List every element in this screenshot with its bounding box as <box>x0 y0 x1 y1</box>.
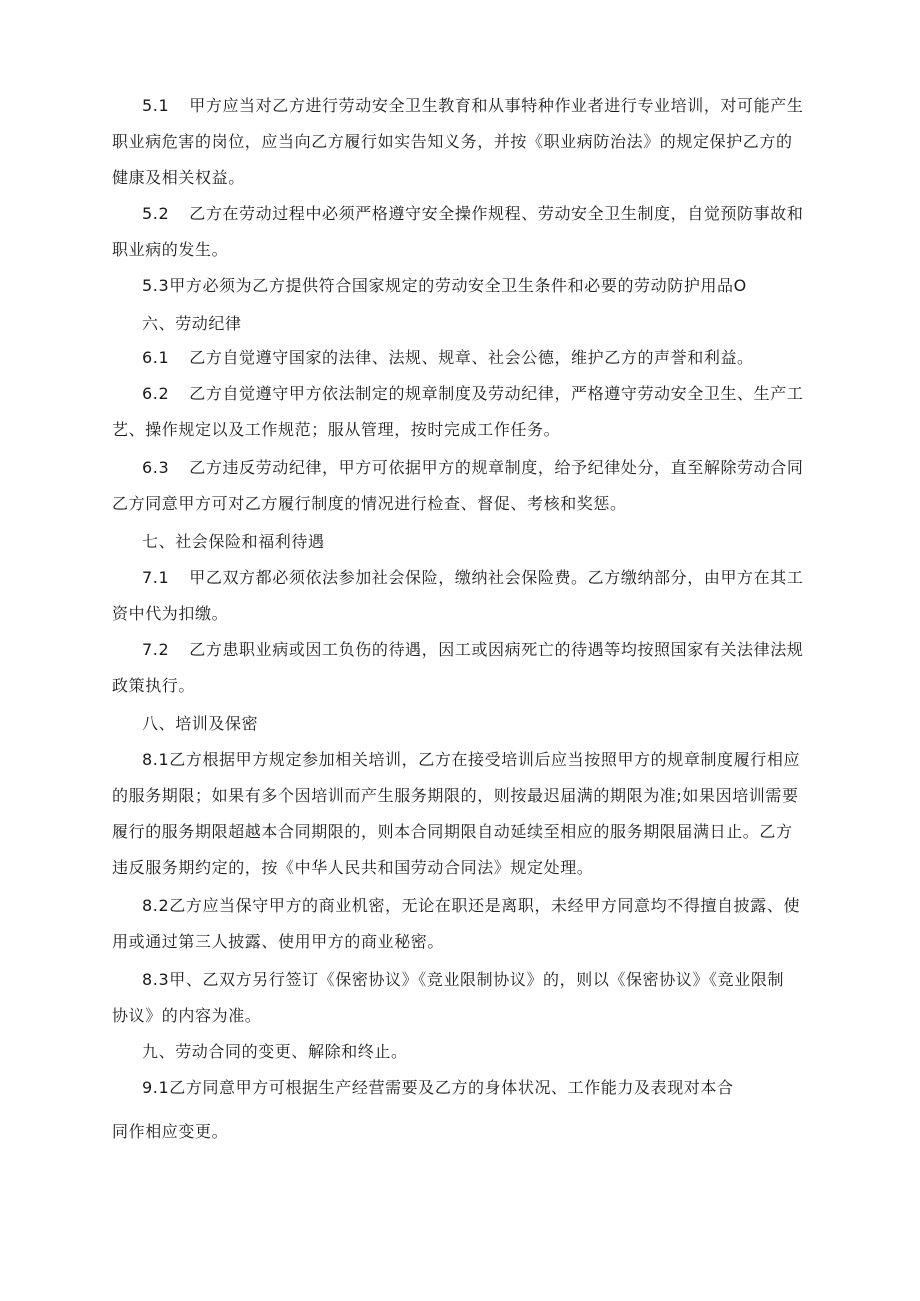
clause-number: 5.2 <box>142 204 170 223</box>
text-line <box>112 124 812 160</box>
clause-number: 6.1 <box>142 348 170 367</box>
text-line <box>112 196 812 232</box>
line-text: 同作相应变更。 <box>112 1122 229 1141</box>
line-text: 资中代为扣缴。 <box>112 604 229 623</box>
clause-number: 6.2 <box>142 384 170 403</box>
text-line <box>112 850 812 886</box>
clause-p9-1 <box>112 1070 812 1150</box>
clause-p5-1 <box>112 88 812 196</box>
clause-p8-2 <box>112 888 812 960</box>
clause-p8-1 <box>112 742 812 886</box>
text-line <box>112 888 812 924</box>
line-text: 九、劳动合同的变更、解除和终止。 <box>142 1042 408 1061</box>
section-heading-h6 <box>112 306 812 342</box>
line-text: 协议》的内容为准。 <box>112 1006 262 1025</box>
line-text: 职业病的发生。 <box>112 240 229 259</box>
line-text: 乙方应当保守甲方的商业机密，无论在职还是离职，未经甲方同意均不得擅自披露、使 <box>169 896 801 915</box>
text-line <box>112 232 812 268</box>
section-heading-h8 <box>112 706 812 742</box>
text-line <box>112 962 812 998</box>
clause-number: 9.1 <box>142 1078 170 1097</box>
clause-number: 8.1 <box>142 750 170 769</box>
line-text: 甲方应当对乙方进行劳动安全卫生教育和从事特种作业者进行专业培训，对可能产生 <box>189 96 804 115</box>
line-text: 政策执行。 <box>112 676 196 695</box>
text-line <box>112 450 812 486</box>
line-text: 七、社会保险和福利待遇 <box>142 532 325 551</box>
section-heading-h9 <box>112 1034 812 1070</box>
clause-number: 7.1 <box>142 568 170 587</box>
line-text: 乙方在劳动过程中必须严格遵守安全操作规程、劳动安全卫生制度，自觉预防事故和 <box>189 204 804 223</box>
text-line <box>112 742 812 778</box>
clause-p5-3 <box>112 268 812 304</box>
clause-p6-1 <box>112 340 812 376</box>
text-line <box>112 376 812 412</box>
line-text: 乙方患职业病或因工负伤的待遇，因工或因病死亡的待遇等均按照国家有关法律法规 <box>189 640 804 659</box>
clause-p7-1 <box>112 560 812 632</box>
text-line <box>112 668 812 704</box>
text-line <box>112 778 812 814</box>
text-line <box>112 596 812 632</box>
text-line <box>112 412 812 448</box>
line-text: 乙方自觉遵守国家的法律、法规、规章、社会公德，维护乙方的声誉和利益。 <box>189 348 754 367</box>
line-text: 用或通过第三人披露、使用甲方的商业秘密。 <box>112 932 445 951</box>
clause-number: 5.1 <box>142 96 170 115</box>
line-text: 六、劳动纪律 <box>142 314 242 333</box>
text-line <box>112 486 812 522</box>
clause-p8-3 <box>112 962 812 1034</box>
line-text: 乙方根据甲方规定参加相关培训，乙方在接受培训后应当按照甲方的规章制度履行相应 <box>169 750 801 769</box>
text-line <box>112 1034 812 1070</box>
clause-p6-3 <box>112 450 812 522</box>
section-heading-h7 <box>112 524 812 560</box>
clause-p7-2 <box>112 632 812 704</box>
clause-number: 8.3 <box>142 970 170 989</box>
line-text: 职业病危害的岗位，应当向乙方履行如实告知义务，并按《职业病防治法》的规定保护乙方的 <box>112 132 793 151</box>
line-text: 违反服务期约定的，按《中华人民共和国劳动合同法》规定处理。 <box>112 858 594 877</box>
text-line <box>112 814 812 850</box>
clause-p5-2 <box>112 196 812 268</box>
line-text: 的服务期限；如果有多个因培训而产生服务期限的，则按最迟届满的期限为准;如果因培训需要 <box>112 786 799 805</box>
clause-number: 7.2 <box>142 640 170 659</box>
clause-number: 8.2 <box>142 896 170 915</box>
text-line <box>112 306 812 342</box>
text-line <box>112 524 812 560</box>
line-text: 履行的服务期限超越本合同期限的，则本合同期限自动延续至相应的服务期限届满日止。乙方 <box>112 822 793 841</box>
clause-p6-2 <box>112 376 812 448</box>
line-text: 甲、乙双方另行签订《保密协议》《竞业限制协议》的，则以《保密协议》《竞业限制 <box>169 970 785 989</box>
text-line <box>112 268 812 304</box>
text-line <box>112 632 812 668</box>
text-line <box>112 998 812 1034</box>
line-text: 乙方违反劳动纪律，甲方可依据甲方的规章制度，给予纪律处分，直至解除劳动合同 <box>189 458 804 477</box>
text-line <box>112 160 812 196</box>
line-text: 甲方必须为乙方提供符合国家规定的劳动安全卫生条件和必要的劳动防护用品O <box>169 276 747 295</box>
text-line <box>112 88 812 124</box>
line-text: 甲乙双方都必须依法参加社会保险，缴纳社会保险费。乙方缴纳部分，由甲方在其工 <box>189 568 804 587</box>
text-line <box>112 924 812 960</box>
line-text: 乙方自觉遵守甲方依法制定的规章制度及劳动纪律，严格遵守劳动安全卫生、生产工 <box>189 384 804 403</box>
line-text: 健康及相关权益。 <box>112 168 245 187</box>
text-line <box>112 706 812 742</box>
line-text: 艺、操作规定以及工作规范；服从管理，按时完成工作任务。 <box>112 420 561 439</box>
text-line <box>112 1114 812 1150</box>
text-line <box>112 1070 812 1106</box>
clause-number: 5.3 <box>142 276 170 295</box>
text-line <box>112 560 812 596</box>
line-text: 乙方同意甲方可对乙方履行制度的情况进行检查、督促、考核和奖惩。 <box>112 494 627 513</box>
line-text: 八、培训及保密 <box>142 714 259 733</box>
clause-number: 6.3 <box>142 458 170 477</box>
line-text: 乙方同意甲方可根据生产经营需要及乙方的身体状况、工作能力及表现对本合 <box>169 1078 734 1097</box>
text-line <box>112 340 812 376</box>
